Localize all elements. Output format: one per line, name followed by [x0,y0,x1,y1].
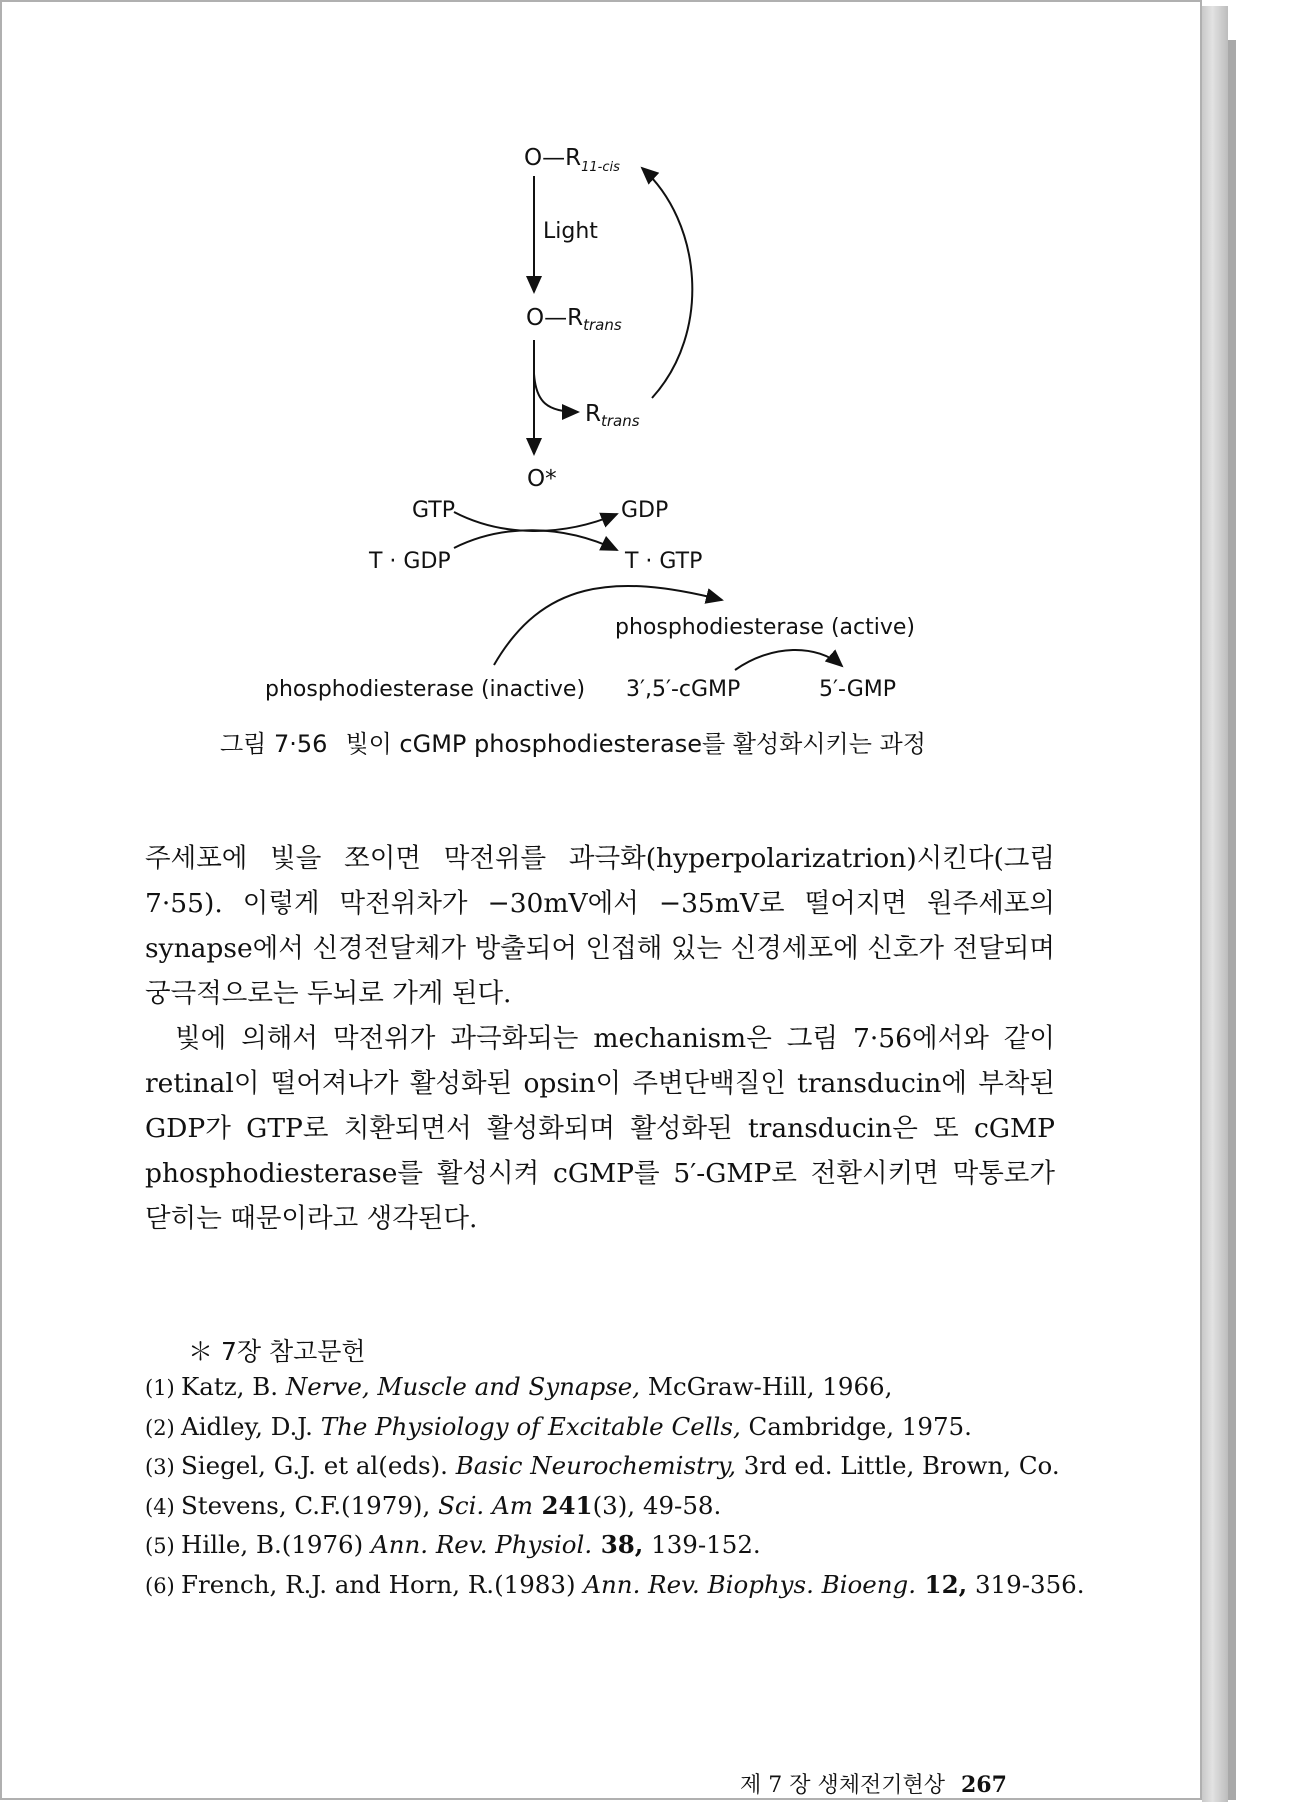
label-ostar: O* [527,466,557,492]
label-light: Light [543,219,598,244]
page-stack-shadow [1228,40,1236,1800]
figure-caption [220,724,980,759]
label-cgmp: 3′,5′-cGMP [626,677,741,702]
references-title: ＊ 7장 참고문헌 [188,1337,366,1366]
chapter-title: 제 7 장 생체전기현상 [740,1773,945,1798]
phototransduction-diagram [2,2,1204,722]
label-o-rtrans: $O—R_{trans}$ [526,305,622,334]
label-rtrans: $R_{trans}$ [585,401,640,430]
arrow-gtp-to-gdp [454,512,617,531]
recycle-arrow [642,168,692,398]
label-pde-inactive: phosphodiesterase (inactive) [265,677,586,702]
reference-item: (3) Siegel, G.J. et al(eds). Basic Neurochemistry, 3rd ed. Little, Brown, Co. [145,1451,1060,1480]
page-stack-edge [1202,6,1228,1802]
reference-item: (1) Katz, B. Nerve, Muscle and Synapse, McGraw-Hill, 1966, [145,1372,893,1401]
reference-list [145,1368,1105,1605]
caption-number: 그림 7·56 [220,730,328,758]
caption-text: 빛이 cGMP phosphodiesterase를 활성화시키는 과정 [345,730,926,758]
label-t-gtp: T · GTP [625,549,703,574]
figure-7-56 [2,2,1204,792]
label-gdp: GDP [621,498,669,523]
page-footer [740,1768,1007,1799]
paragraph-1: 주세포에 빛을 쪼이면 막전위를 과극화(hyperpolarizatrion)시킨다(그림 7·55). 이렇게 막전위차가 −30mV에서 −35mV로 떨어지면 원주세포의 synapse에서 신경전달체가 방출되어 인접해 있는 신경세포에 신호가 전달되며 궁극적으로는 두뇌로 가게 된다. [145,843,1055,1009]
arrow-to-rtrans [534,374,578,412]
hydrolysis-arrow [735,650,842,670]
reference-item: (6) French, R.J. and Horn, R.(1983) Ann. Rev. Biophys. Bioeng. 12, 319-356. [145,1569,1085,1599]
arrow-tgdp-to-tgtp [454,530,617,550]
reference-item: (2) Aidley, D.J. The Physiology of Excitable Cells, Cambridge, 1975. [145,1411,972,1441]
reference-item: (5) Hille, B.(1976) Ann. Rev. Physiol. 38, 139-152. [145,1530,761,1559]
page-number: 267 [961,1772,1007,1798]
paragraph-2: 빛에 의해서 막전위가 과극화되는 mechanism은 그림 7·56에서와 같이 retinal이 떨어져나가 활성화된 opsin이 주변단백질인 transducin에 부착된 GDP가 GTP로 치환되면서 활성화되며 활성화된 transducin은 또 cGMP phosphodiesterase를 활성시켜 cGMP를 5′-GMP로 전환시키면 막통로가 닫히는 때문이라고 생각된다. [145,1023,1055,1234]
label-pde-active: phosphodiesterase (active) [615,615,915,640]
label-5gmp: 5′-GMP [819,677,897,702]
reference-item: (4) Stevens, C.F.(1979), Sci. Am 241(3), 49-58. [145,1490,722,1520]
label-gtp: GTP [412,498,455,523]
body-text [145,836,1055,1241]
label-o-r11cis: $O—R_{11-cis}$ [524,145,620,175]
label-t-gdp: T · GDP [369,549,451,574]
